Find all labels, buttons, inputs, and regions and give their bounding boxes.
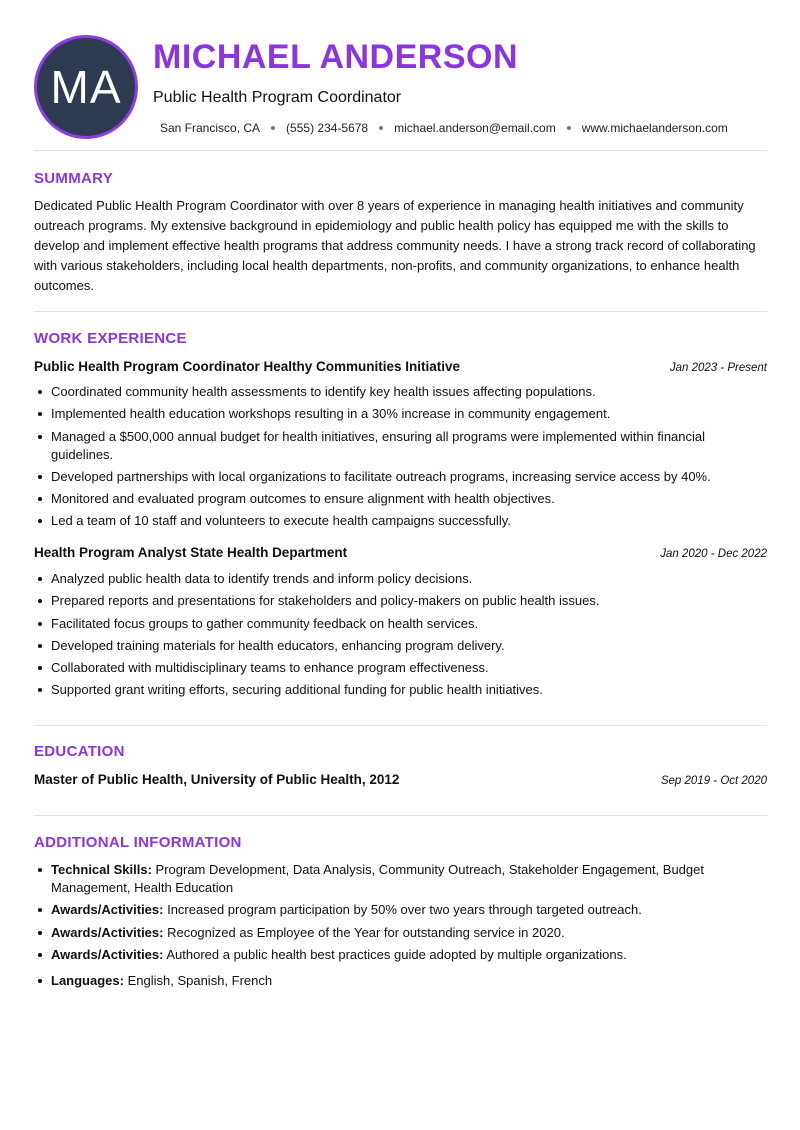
experience-heading: WORK EXPERIENCE — [34, 330, 187, 347]
item-label: Awards/Activities: — [51, 924, 164, 940]
list-item: Analyzed public health data to identify trends and inform policy decisions. — [34, 570, 767, 588]
job-header — [34, 359, 767, 374]
additional-heading: ADDITIONAL INFORMATION — [34, 834, 242, 851]
contact-website[interactable]: www.michaelanderson.com — [581, 121, 728, 135]
list-item: Developed partnerships with local organizations to facilitate outreach programs, increasing service access by 40%. — [34, 468, 767, 486]
section-divider — [34, 725, 767, 726]
list-item: Led a team of 10 staff and volunteers to execute health campaigns successfully. — [34, 512, 767, 530]
summary-text: Dedicated Public Health Program Coordinator with over 8 years of experience in managing health initiatives and community outreach programs. My extensive background in epidemiology and public health policy has equipped me with the skills to develop and implement effective health programs that address community needs. I have a strong track record of collaborating with various stakeholders, including local health departments, non-profits, and community organizations, to enhance health outcomes. — [34, 198, 756, 293]
list-item: Coordinated community health assessments to identify key health issues affecting populations. — [34, 383, 767, 401]
contact-phone[interactable]: (555) 234-5678 — [286, 121, 369, 135]
list-item: Prepared reports and presentations for stakeholders and policy-makers on public health issues. — [34, 592, 767, 610]
list-item — [34, 924, 767, 942]
job-header — [34, 545, 767, 560]
contact-email[interactable]: michael.anderson@email.com — [394, 121, 556, 135]
candidate-name: MICHAEL ANDERSON — [153, 38, 519, 76]
item-label: Awards/Activities: — [51, 946, 164, 962]
list-item: Supported grant writing efforts, securing additional funding for public health initiatives. — [34, 681, 767, 699]
education-entry — [34, 772, 767, 787]
item-label: Technical Skills: — [51, 862, 152, 877]
item-text: Authored a public health best practices guide adopted by multiple organizations. — [163, 946, 627, 962]
job-bullets — [34, 383, 767, 535]
item-text: English, Spanish, French — [123, 972, 273, 988]
list-item: Facilitated focus groups to gather community feedback on health services. — [34, 615, 767, 633]
item-label: Awards/Activities: — [51, 902, 164, 918]
item-text: Program Development, Data Analysis, Community Outreach, Stakeholder Engagement, Budget Management, Health Education — [51, 862, 704, 895]
list-item — [34, 972, 767, 990]
avatar — [34, 35, 138, 139]
job-bullets — [34, 570, 767, 704]
list-item — [34, 861, 767, 897]
job-role: Public Health Program Coordinator Healthy Communities Initiative — [34, 359, 461, 374]
section-divider — [34, 150, 767, 151]
list-item: Implemented health education workshops resulting in a 30% increase in community engagement. — [34, 405, 767, 423]
job-dates: Jan 2020 - Dec 2022 — [660, 548, 767, 560]
avatar-initials: MA — [50, 61, 122, 113]
education-degree: Master of Public Health, University of Public Health, 2012 — [34, 772, 400, 787]
contact-location: San Francisco, CA — [160, 121, 261, 135]
item-text: Recognized as Employee of the Year for outstanding service in 2020. — [163, 924, 565, 940]
contact-line — [160, 121, 728, 135]
candidate-title: Public Health Program Coordinator — [153, 89, 402, 106]
separator-dot — [567, 126, 571, 130]
job-role: Health Program Analyst State Health Department — [34, 545, 348, 560]
list-item: Monitored and evaluated program outcomes to ensure alignment with health objectives. — [34, 490, 767, 508]
separator-dot — [271, 126, 275, 130]
list-item: Collaborated with multidisciplinary teams to enhance program effectiveness. — [34, 659, 767, 677]
section-divider — [34, 815, 767, 816]
job-dates: Jan 2023 - Present — [669, 362, 767, 374]
summary-heading: SUMMARY — [34, 170, 114, 187]
list-item: Managed a $500,000 annual budget for health initiatives, ensuring all programs were implemented within financial guidelines. — [34, 428, 767, 464]
list-item — [34, 946, 767, 964]
list-item: Developed training materials for health educators, enhancing program delivery. — [34, 637, 767, 655]
item-label: Languages: — [51, 972, 124, 988]
education-heading: EDUCATION — [34, 743, 125, 760]
separator-dot — [379, 126, 383, 130]
additional-list — [34, 861, 767, 994]
list-item — [34, 901, 767, 919]
item-text: Increased program participation by 50% over two years through targeted outreach. — [163, 902, 642, 918]
section-divider — [34, 311, 767, 312]
education-dates: Sep 2019 - Oct 2020 — [660, 775, 767, 787]
